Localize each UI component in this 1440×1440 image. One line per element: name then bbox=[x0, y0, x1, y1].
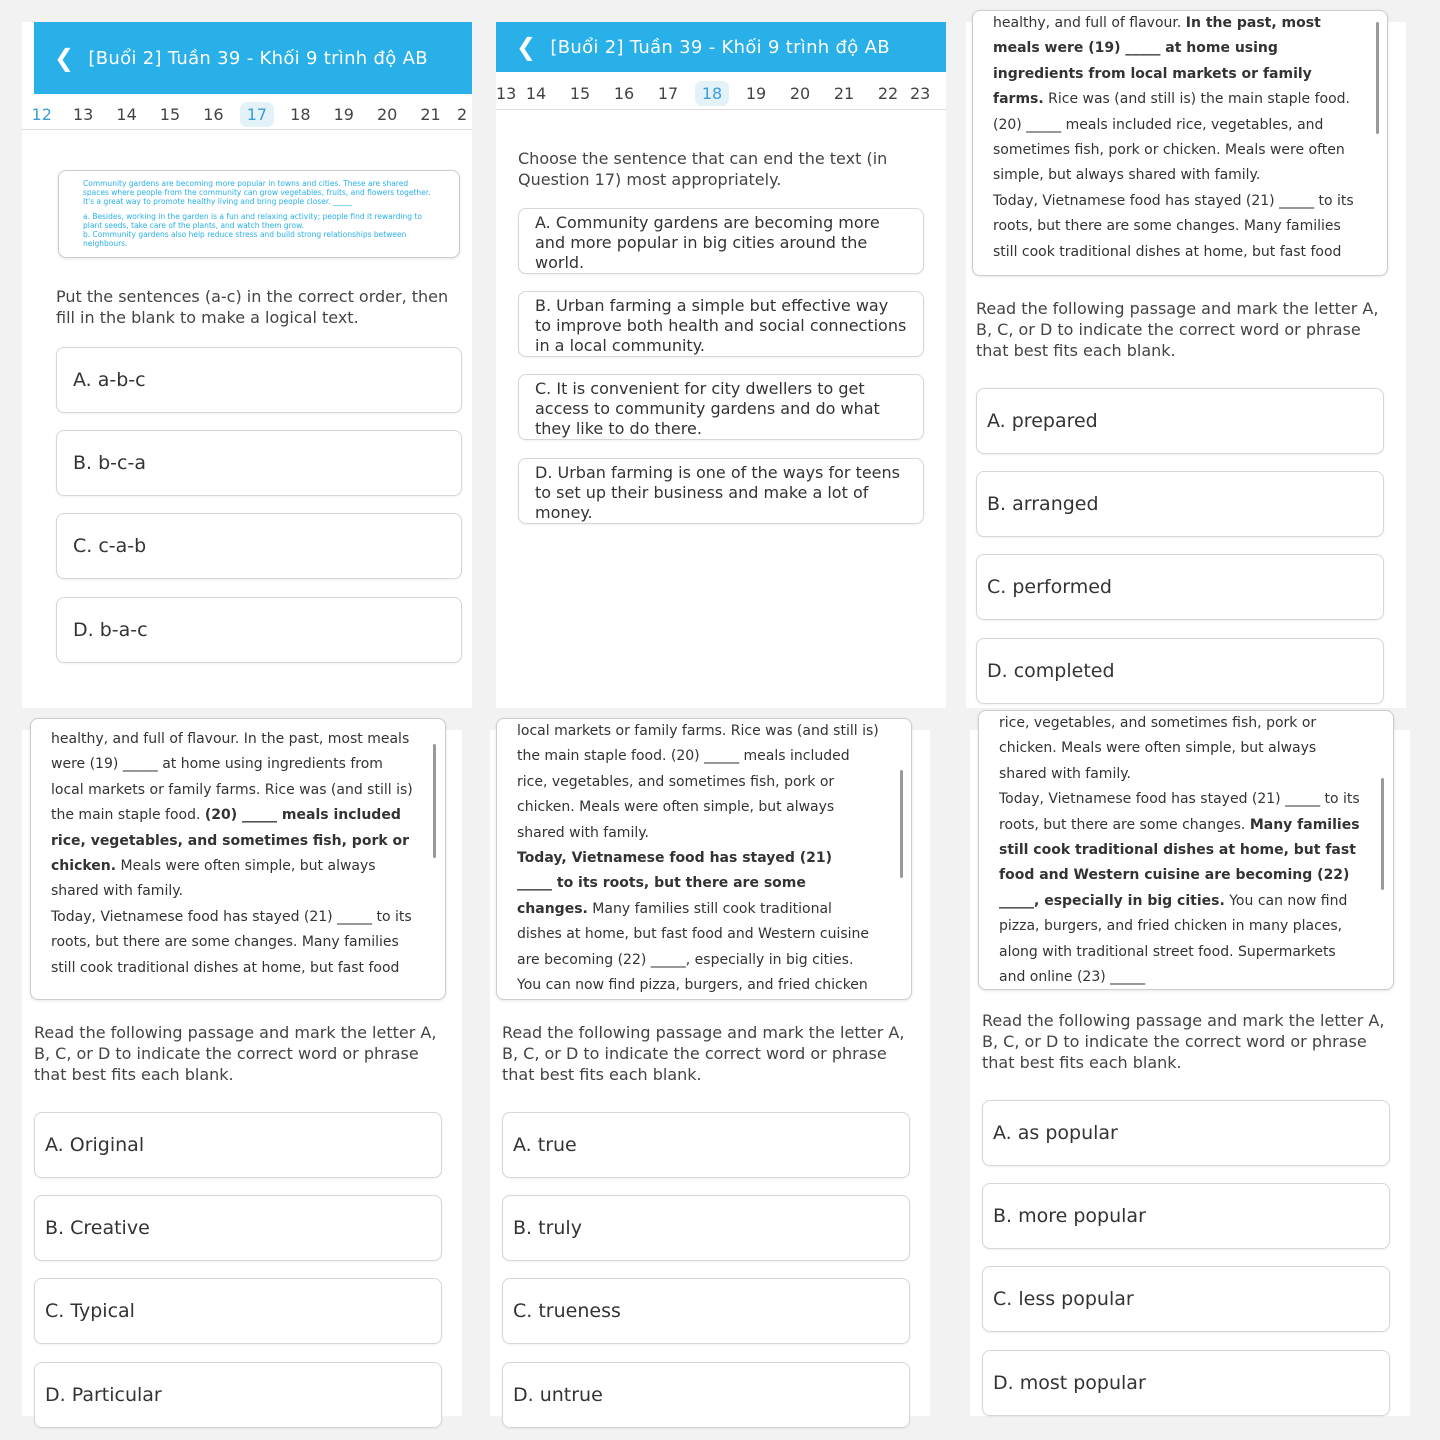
answer-option-b[interactable]: B. b-c-a bbox=[56, 430, 462, 496]
panel-question-20 bbox=[22, 730, 462, 1416]
passage-line: Today, Vietnamese food has stayed (21) _____ to its bbox=[999, 791, 1360, 808]
passage-line: food and Western cuisine are becoming (22) bbox=[999, 867, 1350, 884]
answer-option-d[interactable]: D. b-a-c bbox=[56, 597, 462, 663]
passage-line: changes. Many families still cook traditional bbox=[517, 900, 832, 917]
passage-line: You can now find pizza, burgers, and fried chicken bbox=[517, 977, 868, 994]
answer-option-b[interactable]: B. Creative bbox=[34, 1195, 442, 1261]
passage-line: rice, vegetables, and sometimes fish, pork or bbox=[517, 773, 835, 790]
question-text: Read the following passage and mark the letter A, B, C, or D to indicate the correct word or phrase that best fits each blank. bbox=[982, 1011, 1385, 1072]
passage-scrollbar[interactable] bbox=[1381, 778, 1384, 890]
passage-line: are becoming (22) _____, especially in big cities. bbox=[517, 951, 854, 968]
passage-card bbox=[496, 718, 912, 1000]
answer-option-b[interactable]: B. truly bbox=[502, 1195, 910, 1261]
question-number[interactable]: 19 bbox=[333, 105, 354, 124]
passage-scrollbar[interactable] bbox=[1376, 22, 1379, 134]
answer-option-b[interactable]: B. Urban farming a simple but effective way to improve both health and social connections in a local community. bbox=[518, 291, 924, 357]
app-header bbox=[496, 22, 946, 72]
passage-line: the main staple food. (20) _____ meals included bbox=[517, 748, 850, 765]
answer-option-a[interactable]: A. prepared bbox=[976, 388, 1384, 454]
question-number[interactable]: 16 bbox=[203, 105, 224, 124]
answer-option-d[interactable]: D. most popular bbox=[982, 1350, 1390, 1416]
passage-line: and online (23) _____ bbox=[999, 969, 1146, 986]
passage-line: farms. Rice was (and still is) the main staple food. bbox=[993, 91, 1350, 108]
passage-line: chicken. Meals were often simple, but always bbox=[999, 740, 1317, 757]
passage-line: dishes at home, but fast food and Western cuisine bbox=[517, 926, 870, 943]
question-number[interactable]: 13 bbox=[72, 105, 94, 124]
question-number[interactable]: 20 bbox=[376, 105, 398, 124]
question-number[interactable]: 14 bbox=[525, 84, 547, 103]
question-number-bar bbox=[496, 78, 946, 110]
question-number[interactable]: 21 bbox=[833, 84, 855, 103]
passage-line: still cook traditional dishes at home, but fast food bbox=[51, 959, 400, 976]
chevron-left-icon[interactable]: ❮ bbox=[516, 33, 537, 61]
passage-line: pizza, burgers, and fried chicken in many places, bbox=[999, 918, 1343, 935]
passage-line: Today, Vietnamese food has stayed (21) _____ to its bbox=[51, 908, 412, 925]
question-number[interactable]: 23 bbox=[910, 84, 931, 103]
answer-option-b[interactable]: B. arranged bbox=[976, 471, 1384, 537]
answer-option-c[interactable]: C. less popular bbox=[982, 1266, 1390, 1332]
passage-line: chicken. Meals were often simple, but always bbox=[51, 858, 376, 875]
header-title: [Buổi 2] Tuần 39 - Khối 9 trình độ AB bbox=[88, 47, 428, 69]
question-number[interactable]: 2 bbox=[457, 105, 468, 124]
panel-question-19 bbox=[966, 15, 1406, 708]
passage-line: roots, but there are some changes. Many families bbox=[993, 218, 1341, 235]
passage-line: shared with family. bbox=[51, 883, 183, 900]
app-header bbox=[34, 22, 472, 94]
passage-line: (20) _____ meals included rice, vegetables, and bbox=[993, 116, 1324, 133]
question-number[interactable]: 15 bbox=[569, 84, 591, 103]
question-number[interactable]: 22 bbox=[877, 84, 899, 103]
panel-question-22 bbox=[970, 715, 1410, 1416]
question-text: Put the sentences (a-c) in the correct order, then fill in the blank to make a logical text. bbox=[56, 287, 449, 327]
answer-option-d[interactable]: D. Particular bbox=[34, 1362, 442, 1428]
question-number-active[interactable]: 17 bbox=[240, 102, 274, 127]
question-text: Read the following passage and mark the letter A, B, C, or D to indicate the correct word or phrase that best fits each blank. bbox=[502, 1023, 905, 1084]
passage-scrollbar[interactable] bbox=[433, 744, 436, 858]
passage-line: roots, but there are some changes. Many families bbox=[999, 816, 1360, 833]
answer-option-d[interactable]: D. untrue bbox=[502, 1362, 910, 1428]
passage-line: ingredients from local markets or family bbox=[993, 65, 1312, 82]
panel-question-18 bbox=[496, 22, 946, 708]
passage-line: Today, Vietnamese food has stayed (21) _____ to its bbox=[993, 192, 1354, 209]
sentence-b: b. Community gardens also help reduce stress and build strong relationships between neighbours. bbox=[83, 230, 407, 248]
passage-line: were (19) _____ at home using ingredients from bbox=[51, 756, 383, 773]
passage-line: simple, but always shared with family. bbox=[993, 167, 1261, 184]
passage-line: local markets or family farms. Rice was (and still is) bbox=[517, 723, 879, 739]
question-number[interactable]: 14 bbox=[116, 105, 137, 124]
answer-option-d[interactable]: D. Urban farming is one of the ways for teens to set up their business and make a lot of money. bbox=[518, 458, 924, 524]
passage-line: still cook traditional dishes at home, but fast bbox=[999, 842, 1356, 859]
passage-line: healthy, and full of flavour. In the past, most meals bbox=[51, 731, 410, 747]
question-number[interactable]: 17 bbox=[657, 84, 679, 103]
answer-option-a[interactable]: A. as popular bbox=[982, 1100, 1390, 1166]
passage-line: Today, Vietnamese food has stayed (21) bbox=[517, 850, 833, 867]
passage-line: chicken. Meals were often simple, but always bbox=[517, 799, 835, 816]
question-number-active[interactable]: 18 bbox=[695, 81, 729, 106]
question-text: Choose the sentence that can end the text (in Question 17) most appropriately. bbox=[518, 149, 888, 189]
passage-card bbox=[972, 10, 1388, 276]
answer-option-a[interactable]: A. true bbox=[502, 1112, 910, 1178]
passage-card bbox=[978, 710, 1394, 990]
question-number[interactable]: 15 bbox=[159, 105, 181, 124]
panel-question-17 bbox=[22, 22, 472, 708]
question-number[interactable]: 21 bbox=[420, 105, 441, 124]
passage-text: Community gardens are becoming more popular in towns and cities. These are shared spaces where people from the community can grow vegetables, fruits, and flowers together. It's a great way to promote healthy living and bring people closer. _____ bbox=[83, 179, 431, 206]
passage-line: local markets or family farms. Rice was (and still is) bbox=[51, 781, 413, 798]
passage-line: roots, but there are some changes. Many families bbox=[51, 934, 399, 951]
chevron-left-icon[interactable]: ❮ bbox=[54, 44, 75, 72]
answer-option-c[interactable]: C. performed bbox=[976, 554, 1384, 620]
passage-line: sometimes fish, pork or chicken. Meals were often bbox=[993, 142, 1345, 159]
passage-line: _____ to its roots, but there are some bbox=[517, 875, 806, 892]
answer-option-d[interactable]: D. completed bbox=[976, 638, 1384, 704]
header-title: [Buổi 2] Tuần 39 - Khối 9 trình độ AB bbox=[550, 36, 890, 58]
passage-line: shared with family. bbox=[517, 824, 649, 841]
question-number-bar bbox=[22, 100, 472, 130]
passage-line: still cook traditional dishes at home, but fast food bbox=[993, 243, 1342, 260]
answer-option-c[interactable]: C. trueness bbox=[502, 1278, 910, 1344]
question-number[interactable]: 13 bbox=[496, 84, 517, 103]
answer-option-c[interactable]: C. c-a-b bbox=[56, 513, 462, 579]
passage-line: healthy, and full of flavour. In the past, most bbox=[993, 15, 1321, 31]
question-number[interactable]: 20 bbox=[789, 84, 811, 103]
question-number[interactable]: 18 bbox=[290, 105, 311, 124]
passage-line: _____, especially in big cities. You can now find bbox=[999, 892, 1348, 909]
sentence-a: a. Besides, working in the garden is a fun and relaxing activity; people find it rewarding to plant seeds, take care of the plants, and watch them grow. bbox=[83, 212, 422, 230]
passage-line: rice, vegetables, and sometimes fish, pork or bbox=[51, 832, 410, 849]
passage-card bbox=[58, 170, 460, 258]
question-number[interactable]: 16 bbox=[613, 84, 635, 103]
passage-card bbox=[30, 718, 446, 1000]
question-text: Read the following passage and mark the letter A, B, C, or D to indicate the correct word or phrase that best fits each blank. bbox=[976, 299, 1379, 360]
panel-question-21 bbox=[490, 723, 930, 1416]
passage-line: meals were (19) _____ at home using bbox=[993, 40, 1278, 57]
answer-option-a[interactable]: A. Original bbox=[34, 1112, 442, 1178]
question-number[interactable]: 12 bbox=[31, 105, 52, 124]
passage-line: the main staple food. (20) _____ meals included bbox=[51, 807, 401, 824]
answer-option-c[interactable]: C. It is convenient for city dwellers to get access to community gardens and do what they like to do there. bbox=[518, 374, 924, 440]
passage-line: rice, vegetables, and sometimes fish, pork or bbox=[999, 715, 1317, 731]
answer-option-a[interactable]: A. Community gardens are becoming more and more popular in big cities around the world. bbox=[518, 208, 924, 274]
answer-option-c[interactable]: C. Typical bbox=[34, 1278, 442, 1344]
answer-option-a[interactable]: A. a-b-c bbox=[56, 347, 462, 413]
passage-scrollbar[interactable] bbox=[900, 770, 903, 878]
passage-line: along with traditional street food. Supermarkets bbox=[999, 943, 1336, 960]
question-text: Read the following passage and mark the letter A, B, C, or D to indicate the correct word or phrase that best fits each blank. bbox=[34, 1023, 437, 1084]
question-number[interactable]: 19 bbox=[745, 84, 767, 103]
answer-option-b[interactable]: B. more popular bbox=[982, 1183, 1390, 1249]
passage-line: shared with family. bbox=[999, 765, 1131, 782]
